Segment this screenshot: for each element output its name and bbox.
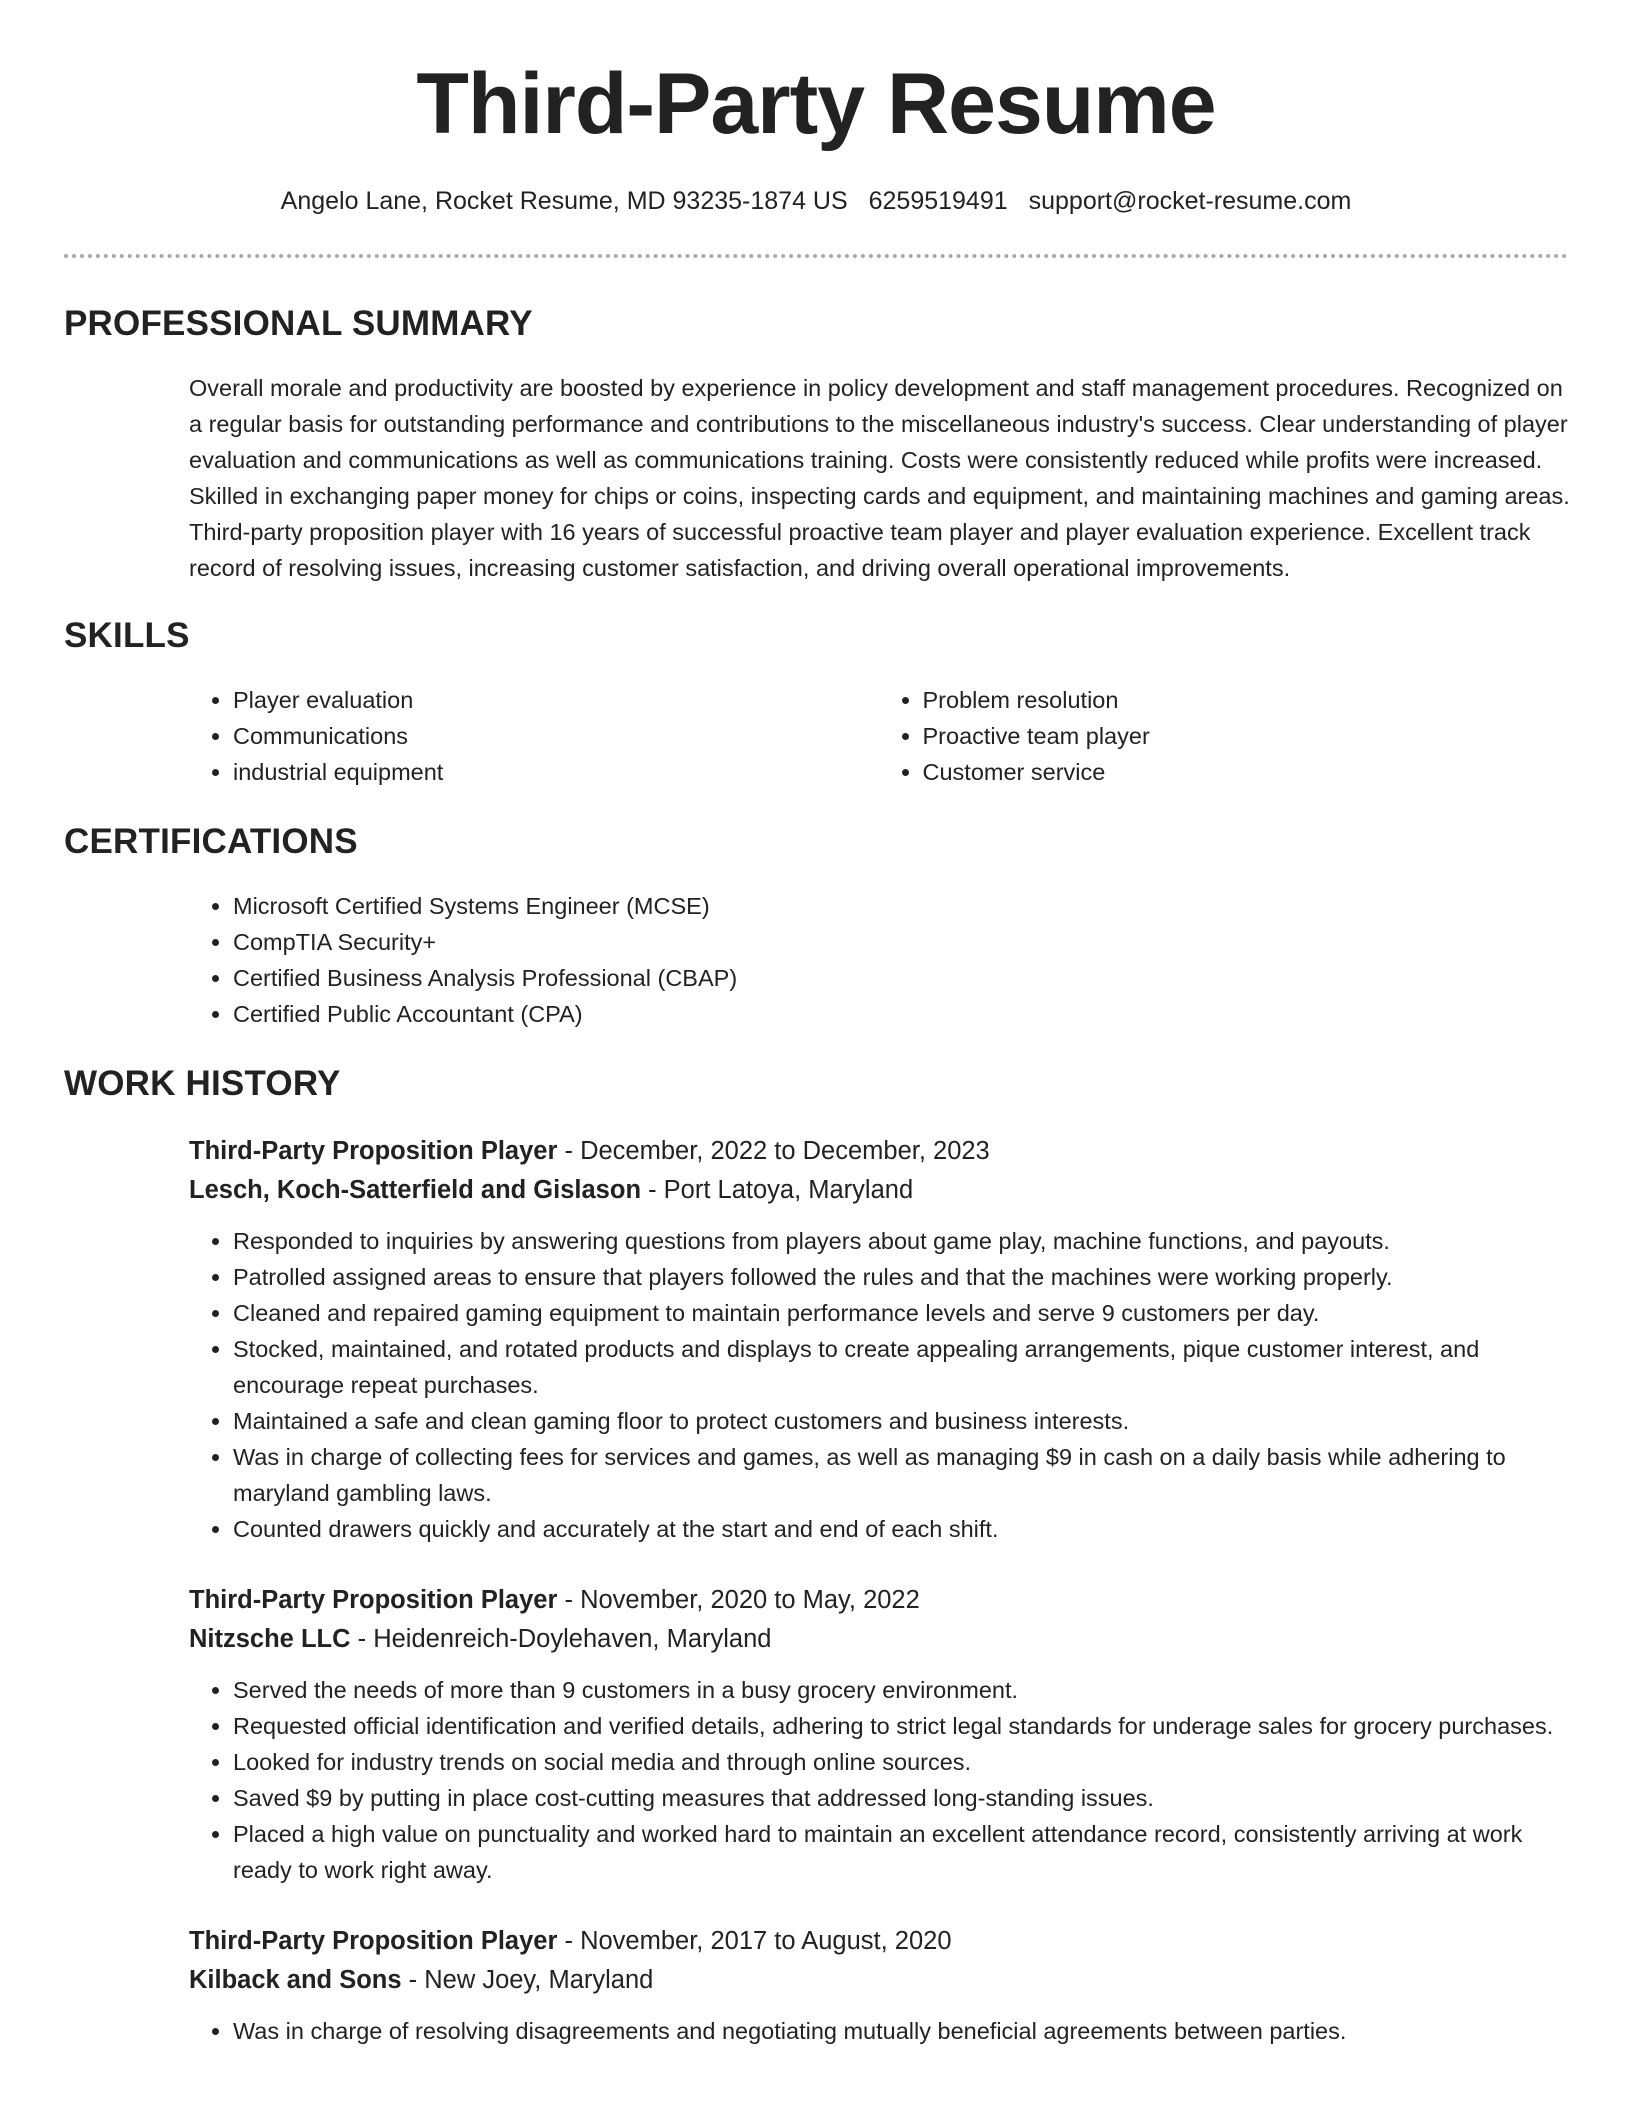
job-entry xyxy=(189,1581,1574,1888)
skill-item: • Communications xyxy=(233,718,879,754)
skill-item: • Problem resolution xyxy=(923,682,1569,718)
certification-item: • Microsoft Certified Systems Engineer (MCSE) xyxy=(233,888,1568,924)
skills-column-right xyxy=(879,682,1569,790)
job-role: Third-Party Proposition Player xyxy=(189,1586,558,1614)
job-bullet: • Was in charge of resolving disagreements and negotiating mutually beneficial agreements between parties. xyxy=(233,2013,1574,2049)
job-bullet: • Served the needs of more than 9 customers in a busy grocery environment. xyxy=(233,1672,1574,1708)
job-location: - Heidenreich-Doylehaven, Maryland xyxy=(350,1625,772,1653)
job-company: Kilback and Sons xyxy=(189,1966,402,1994)
job-location: - New Joey, Maryland xyxy=(401,1966,654,1994)
job-title-line xyxy=(189,1922,1574,1961)
job-bullet: • Maintained a safe and clean gaming floor to protect customers and business interests. xyxy=(233,1403,1574,1439)
contact-phone: 6259519491 xyxy=(868,187,1008,215)
skill-item: • Proactive team player xyxy=(923,718,1569,754)
job-bullet: • Looked for industry trends on social media and through online sources. xyxy=(233,1744,1574,1780)
job-bullet: • Counted drawers quickly and accurately at the start and end of each shift. xyxy=(233,1511,1574,1547)
job-bullet: • Requested official identification and verified details, adhering to strict legal standards for underage sales for grocery purchases. xyxy=(233,1708,1574,1744)
job-bullet: • Cleaned and repaired gaming equipment to maintain performance levels and serve 9 customers per day. xyxy=(233,1295,1574,1331)
job-bullet: • Stocked, maintained, and rotated products and displays to create appealing arrangements, pique customer interest, and encourage repeat purchases. xyxy=(233,1331,1574,1403)
contact-line xyxy=(64,186,1568,216)
job-location: - Port Latoya, Maryland xyxy=(641,1176,914,1204)
contact-email: support@rocket-resume.com xyxy=(1028,187,1352,215)
job-dates: - November, 2020 to May, 2022 xyxy=(557,1586,920,1614)
job-company-line xyxy=(189,1620,1574,1659)
job-dates: - December, 2022 to December, 2023 xyxy=(557,1137,990,1165)
job-entry xyxy=(189,1922,1574,2049)
job-title-line xyxy=(189,1581,1574,1620)
certification-item: • Certified Public Accountant (CPA) xyxy=(233,996,1568,1032)
job-bullets xyxy=(189,1223,1574,1547)
job-company: Lesch, Koch-Satterfield and Gislason xyxy=(189,1176,642,1204)
resume-name: Third-Party Resume xyxy=(416,56,1216,152)
job-title-line xyxy=(189,1132,1574,1171)
job-company-line xyxy=(189,1961,1574,2000)
certification-item: • Certified Business Analysis Professional (CBAP) xyxy=(233,960,1568,996)
skills-heading: SKILLS xyxy=(64,616,190,655)
certification-item: • CompTIA Security+ xyxy=(233,924,1568,960)
job-role: Third-Party Proposition Player xyxy=(189,1927,558,1955)
skills-grid xyxy=(189,682,1568,790)
job-company-line xyxy=(189,1171,1574,1210)
job-company: Nitzsche LLC xyxy=(189,1625,351,1653)
job-bullet: • Saved $9 by putting in place cost-cutting measures that addressed long-standing issues. xyxy=(233,1780,1574,1816)
summary-heading: PROFESSIONAL SUMMARY xyxy=(64,304,533,343)
job-bullet: • Placed a high value on punctuality and worked hard to maintain an excellent attendance record, consistently arriving at work ready to work right away. xyxy=(233,1816,1574,1888)
job-entry xyxy=(189,1132,1574,1547)
contact-address: Angelo Lane, Rocket Resume, MD 93235-1874 US xyxy=(280,187,848,215)
job-bullet: • Patrolled assigned areas to ensure that players followed the rules and that the machines were working properly. xyxy=(233,1259,1574,1295)
skills-column-left xyxy=(189,682,879,790)
skill-item: • Customer service xyxy=(923,754,1569,790)
job-bullets xyxy=(189,1672,1574,1888)
header-divider xyxy=(64,254,1568,258)
job-dates: - November, 2017 to August, 2020 xyxy=(557,1927,952,1955)
job-bullet: • Was in charge of collecting fees for services and games, as well as managing $9 in cash on a daily basis while adhering to maryland gambling laws. xyxy=(233,1439,1574,1511)
summary-text: Overall morale and productivity are boosted by experience in policy development and staff management procedures. Recognized on a regular basis for outstanding performance and contributions to the miscellaneous industry's success. Clear understanding of player evaluation and communications as well as communications training. Costs were consistently reduced while profits were increased. Skilled in exchanging paper money for chips or coins, inspecting cards and equipment, and maintaining machines and gaming areas. Third-party proposition player with 16 years of successful proactive team player and player evaluation experience. Excellent track record of resolving issues, increasing customer satisfaction, and driving overall operational improvements. xyxy=(189,375,1570,581)
job-bullet: • Responded to inquiries by answering questions from players about game play, machine functions, and payouts. xyxy=(233,1223,1574,1259)
skill-item: • industrial equipment xyxy=(233,754,879,790)
certifications-list xyxy=(189,888,1568,1032)
skill-item: • Player evaluation xyxy=(233,682,879,718)
certifications-heading: CERTIFICATIONS xyxy=(64,822,358,861)
resume-page xyxy=(64,0,1568,2049)
job-role: Third-Party Proposition Player xyxy=(189,1137,558,1165)
job-bullets xyxy=(189,2013,1574,2049)
work-history-heading: WORK HISTORY xyxy=(64,1064,341,1103)
